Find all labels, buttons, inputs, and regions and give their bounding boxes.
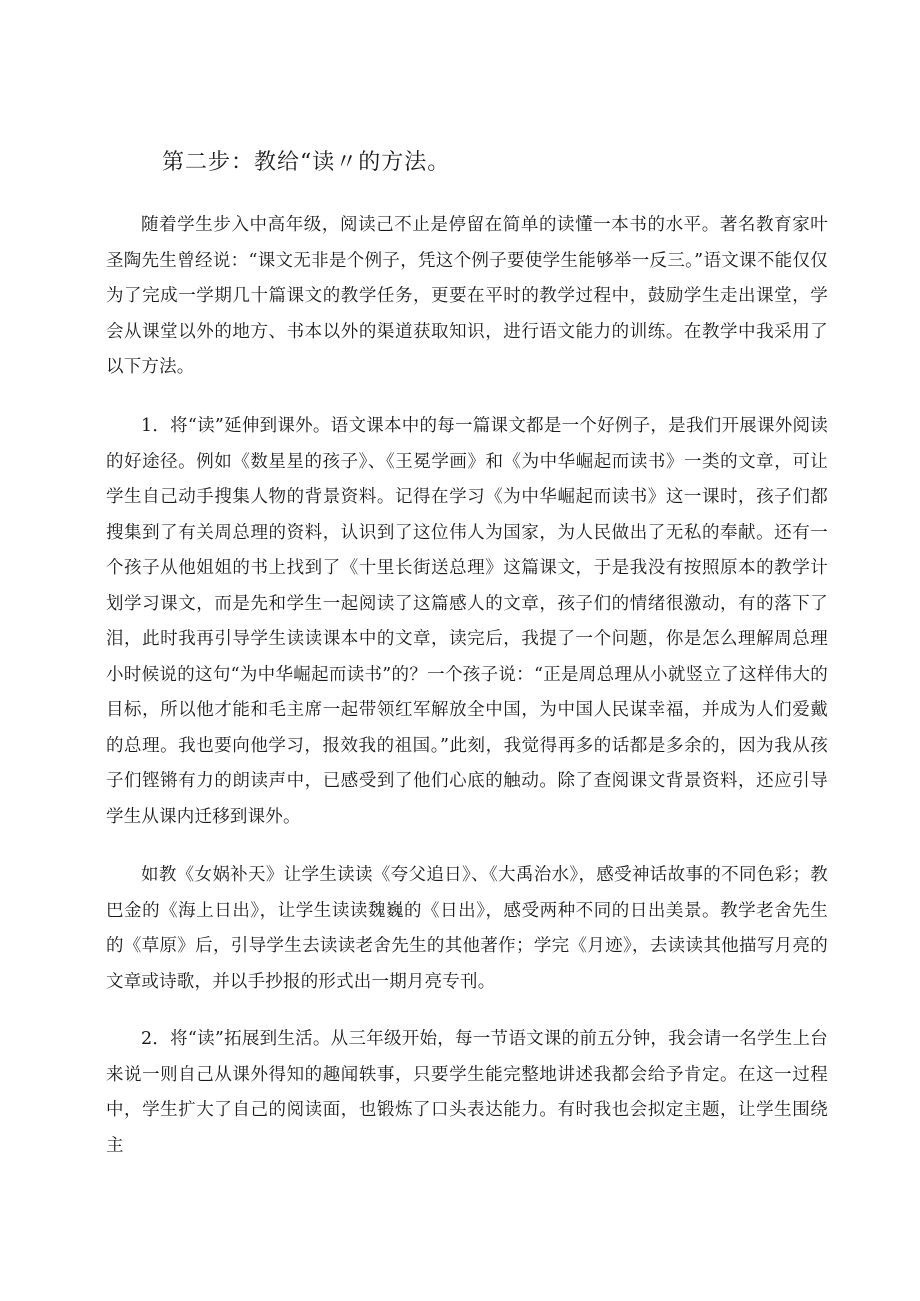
paragraph-intro: 随着学生步入中高年级，阅读己不止是停留在简单的读懂一本书的水平。著名教育家叶圣陶先生曾经说：“课文无非是个例子，凭这个例子要使学生能够举一反三。”语文课不能仅仅为了完成一学期几十篇课文的教学任务，更要在平时的教学过程中，鼓励学生走出课堂，学会从课堂以外的地方、书本以外的渠道获取知识，进行语文能力的训练。在教学中我采用了以下方法。 xyxy=(106,215,828,377)
paragraph-examples: 如教《女娲补天》让学生读读《夸父追日》、《大禹治水》，感受神话故事的不同色彩；教巴金的《海上日出》，让学生读读魏巍的《日出》，感受两种不同的日出美景。教学老舍先生的《草原》后，引导学生去读读老舍先生的其他著作；学完《月迹》，去读读其他描写月亮的文章或诗歌，并以手抄报的形式出一期月亮专刊。 xyxy=(106,865,828,992)
section-heading: 第二步：教给“读〃的方法。 xyxy=(162,150,451,175)
paragraph-method-1: 1．将“读”延伸到课外。语文课本中的每一篇课文都是一个好例子，是我们开展课外阅读的好途径。例如《数星星的孩子》、《王冕学画》和《为中华崛起而读书》一类的文章，可让学生自己动手搜集人物的背景资料。记得在学习《为中华崛起而读书》这一课时，孩子们都搜集到了有关周总理的资料，认识到了这位伟人为国家，为人民做出了无私的奉献。还有一个孩子从他姐姐的书上找到了《十里长街送总理》这篇课文，于是我没有按照原本的教学计划学习课文，而是先和学生一起阅读了这篇感人的文章，孩子们的情绪很激动，有的落下了泪，此时我再引导学生读读课本中的文章，读完后，我提了一个问题，你是怎么理解周总理小时候说的这句“为中华崛起而读书”的？一个孩子说：“正是周总理从小就竖立了这样伟大的目标，所以他才能和毛主席一起带领红军解放全中国，为中国人民谋幸福，并成为人们爱戴的总理。我也要向他学习，报效我的祖国。”此刻，我觉得再多的话都是多余的，因为我从孩子们铿锵有力的朗读声中，已感受到了他们心底的触动。除了查阅课文背景资料，还应引导学生从课内迁移到课外。 xyxy=(106,416,828,827)
paragraph-method-2: 2．将“读”拓展到生活。从三年级开始，每一节语文课的前五分钟，我会请一名学生上台来说一则自己从课外得知的趣闻轶事，只要学生能完整地讲述我都会给予肯定。在这一过程中，学生扩大了自己的阅读面，也锻炼了口头表达能力。有时我也会拟定主题，让学生围绕主 xyxy=(106,1029,828,1156)
